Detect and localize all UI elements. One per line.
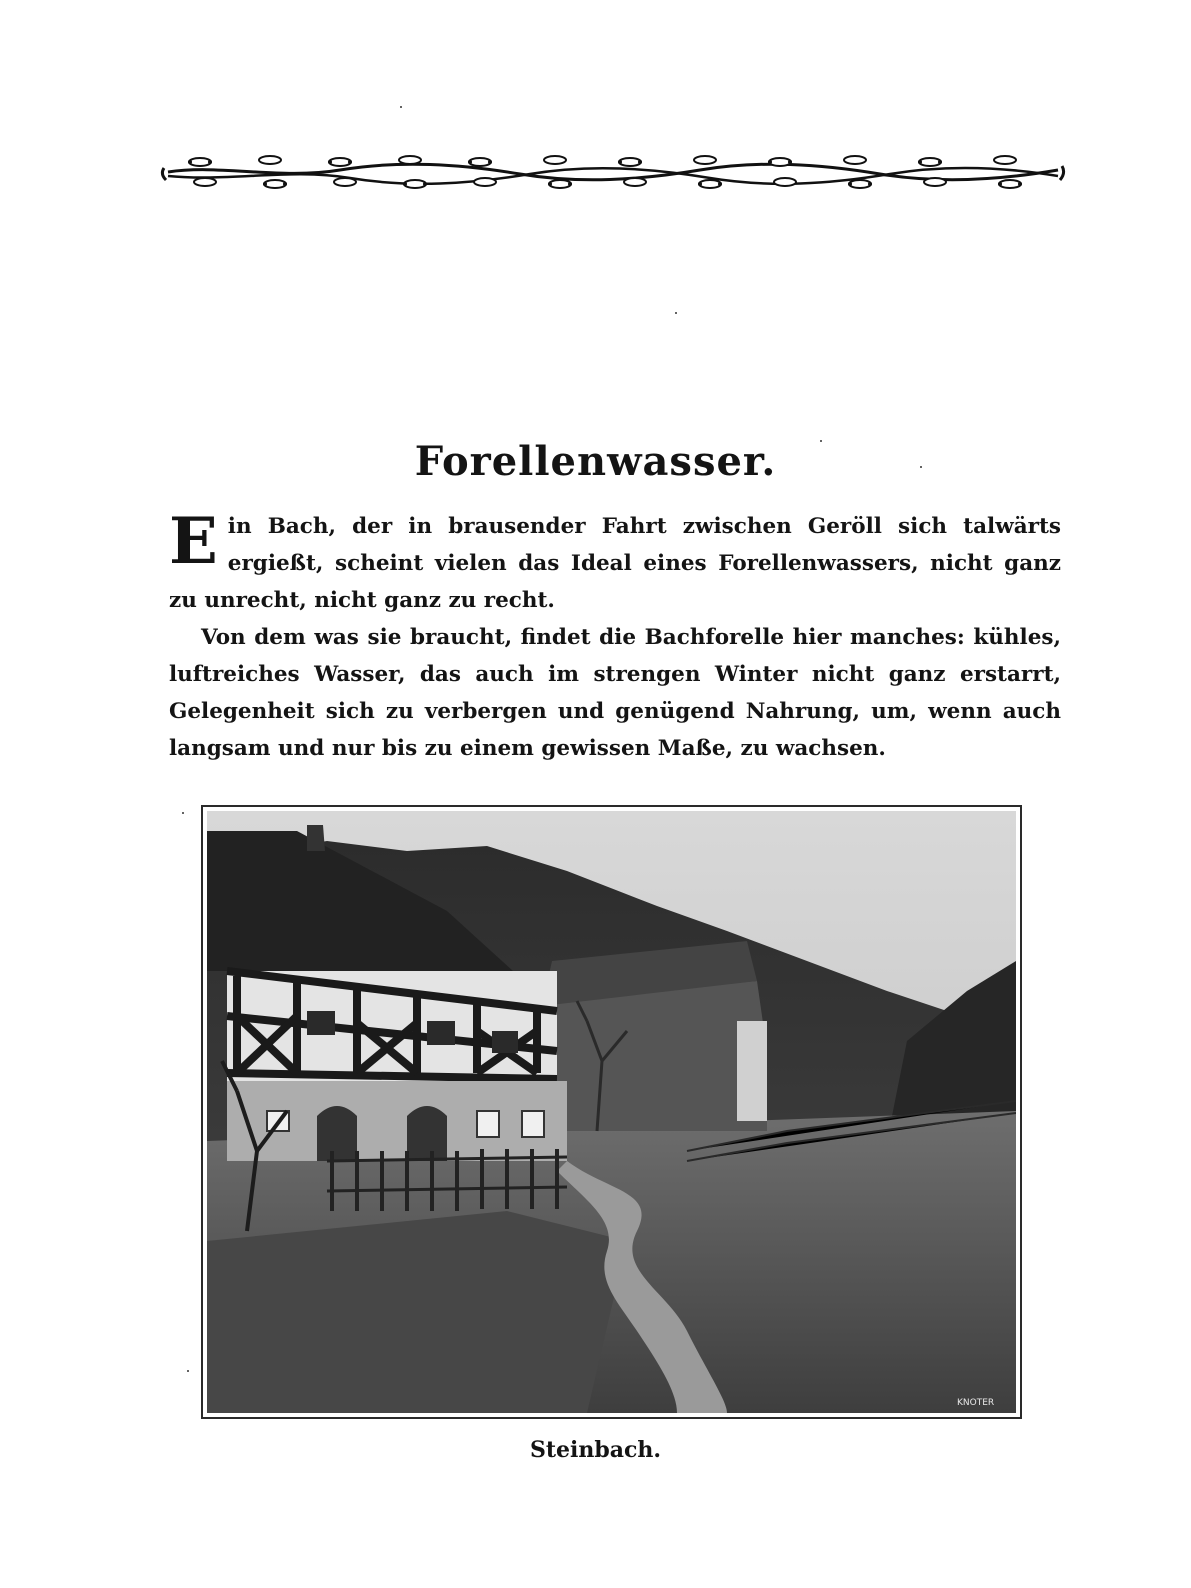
photo-image <box>207 811 1016 1413</box>
speck <box>675 312 677 314</box>
speck <box>187 1370 189 1372</box>
page-title: Forellenwasser. <box>414 438 777 485</box>
speck <box>820 440 822 442</box>
photo-signature: KNOTER <box>957 1398 995 1408</box>
photograph-steinbach <box>201 805 1022 1419</box>
speck <box>400 106 402 108</box>
body-text <box>169 504 1061 767</box>
paragraph-1-text: in Bach, der in brausender Fahrt zwischen Geröll sich talwärts ergießt, scheint vielen das Ideal eines Forellenwassers, nicht ganz zu unrecht, nicht ganz zu recht. <box>169 514 1061 613</box>
vine-border-icon <box>160 148 1066 196</box>
photo-caption: Steinbach. <box>529 1437 662 1463</box>
drop-cap: E <box>169 504 218 579</box>
ornamental-header-border <box>160 148 1066 196</box>
paragraph-2: Von dem was sie braucht, findet die Bachforelle hier manches: kühles, luftreiches Wasser, das auch im strengen Winter nicht ganz erstarrt, Gelegenheit sich zu verbergen und genügend Nahrung, um, wenn auch langsam und nur bis zu einem gewissen Maße, zu wachsen. <box>169 625 1061 761</box>
paragraph-1 <box>169 504 1061 619</box>
speck <box>920 466 922 468</box>
speck <box>182 812 184 814</box>
